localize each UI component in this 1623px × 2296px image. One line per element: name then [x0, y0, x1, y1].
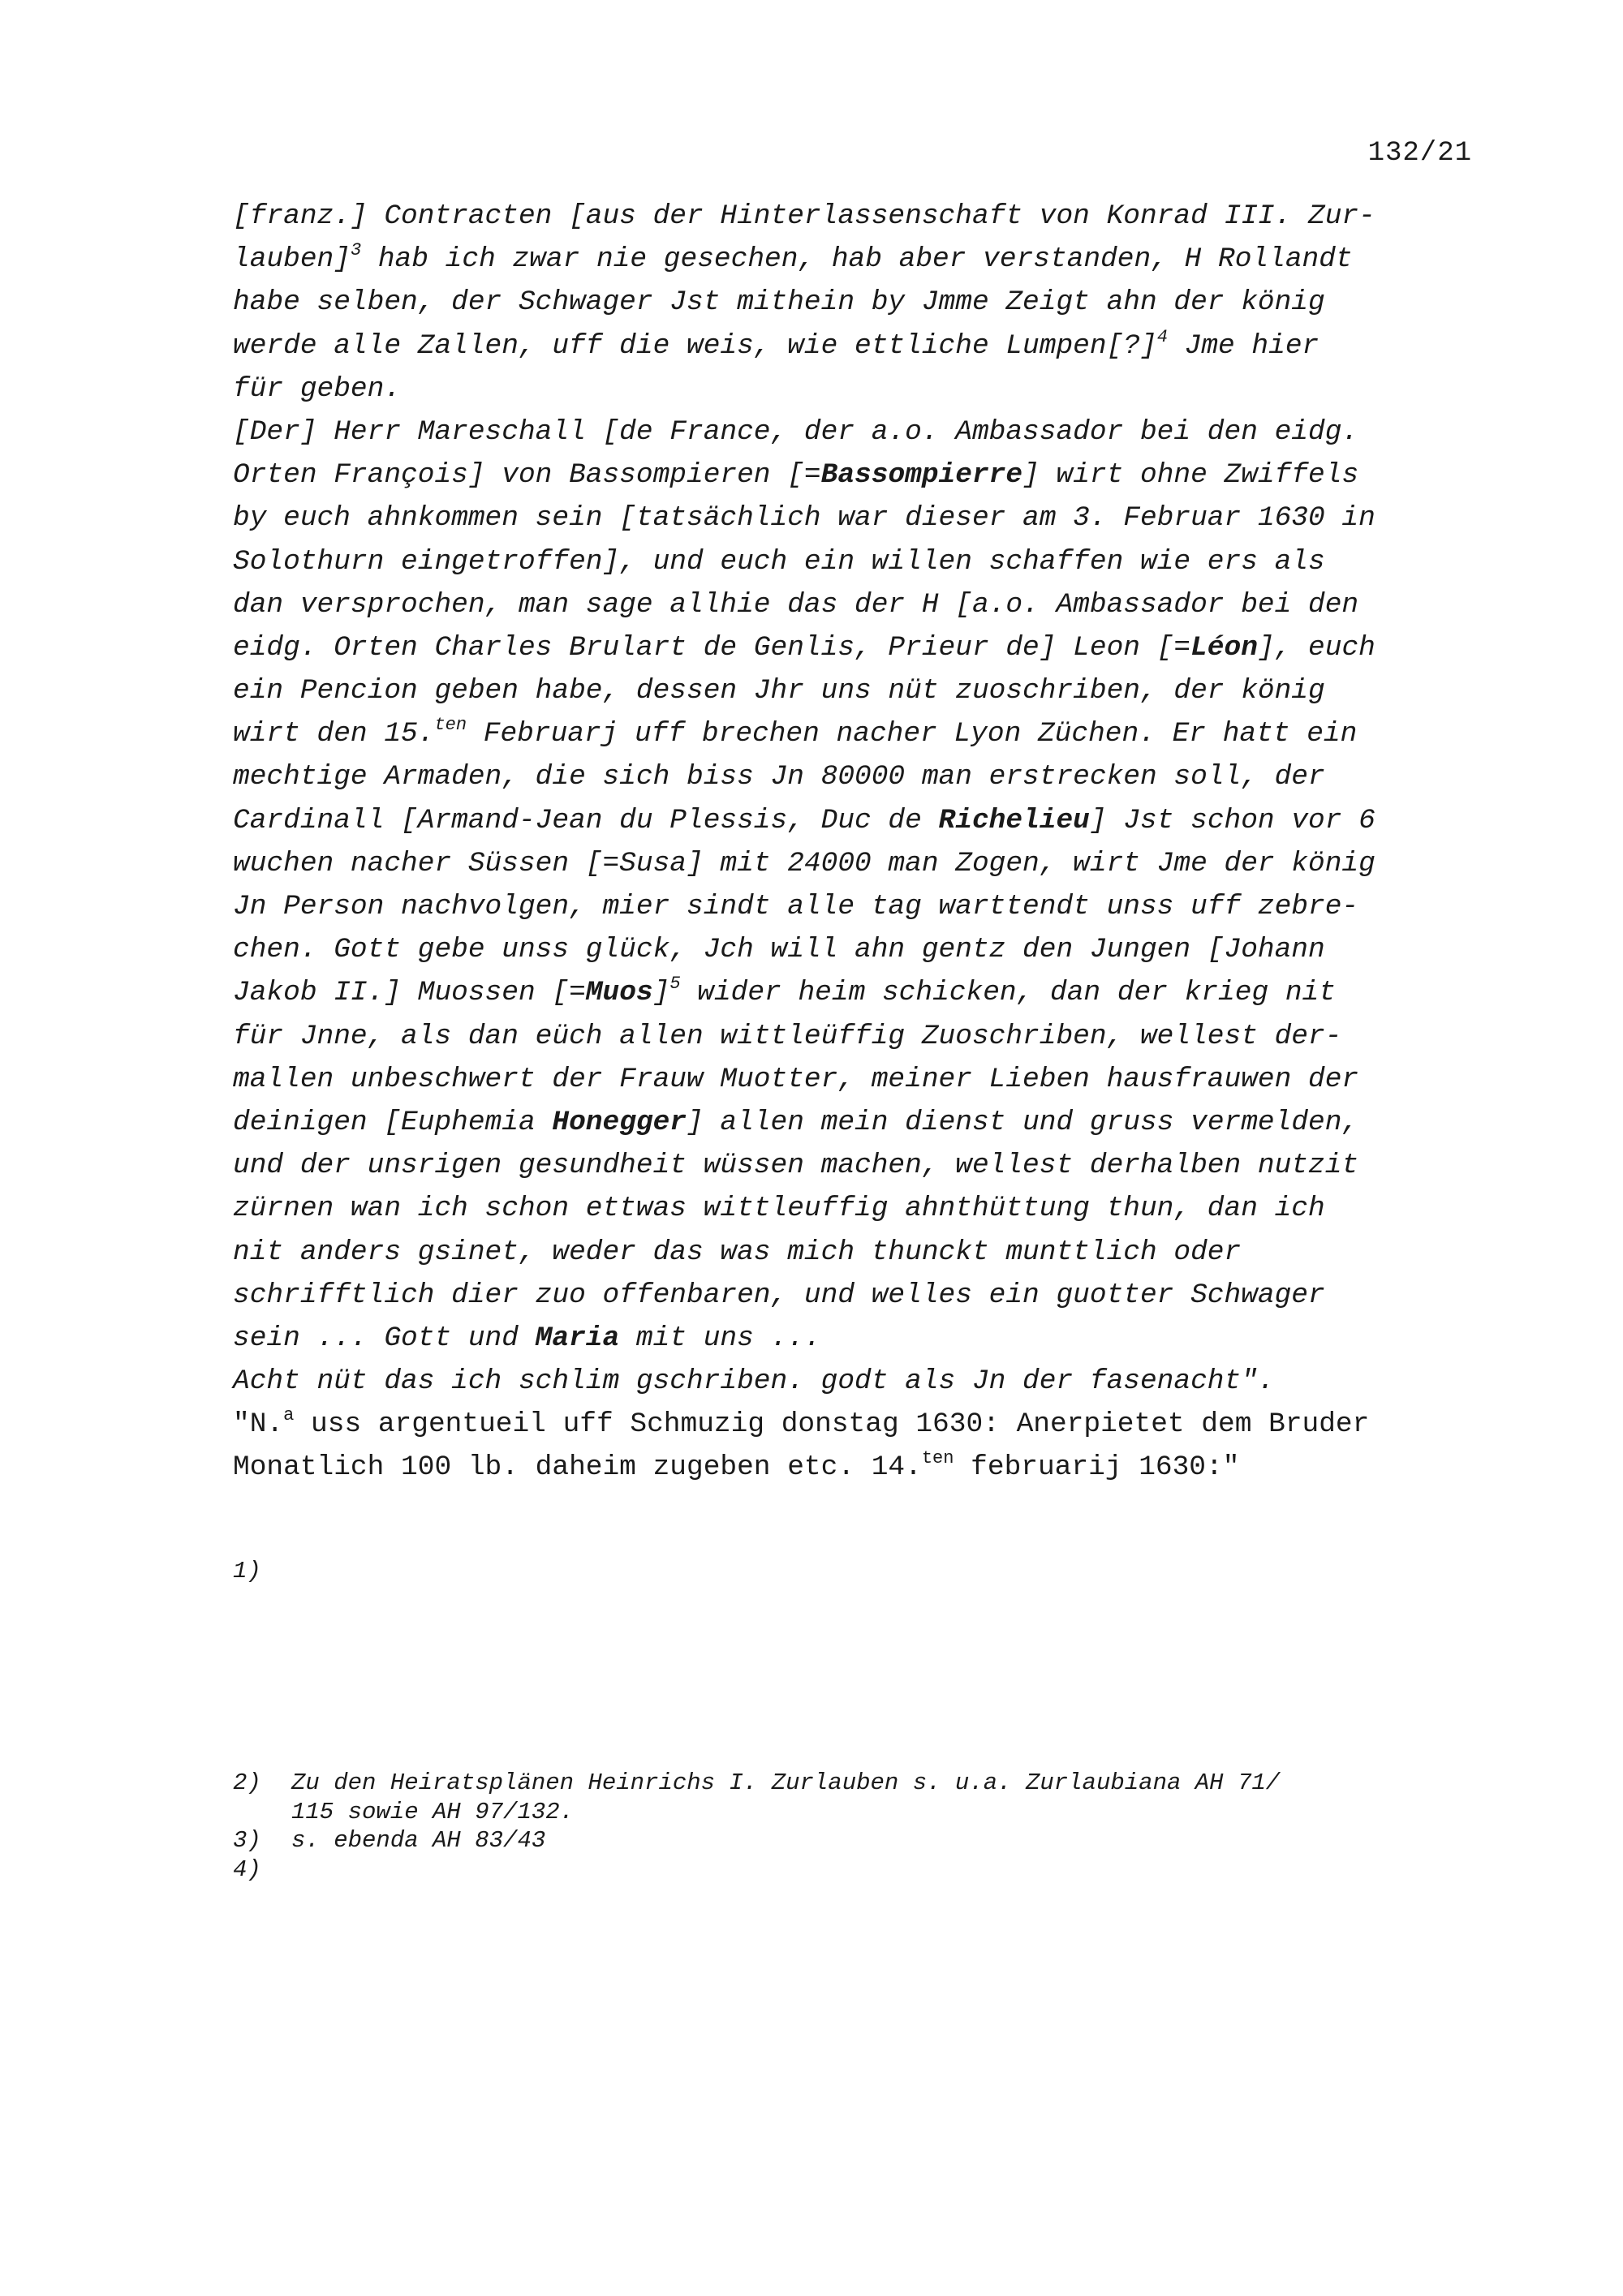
- text-segment: für Jnne, als dan eüch allen wittleüffig Zuoschriben, wellest der-: [233, 1020, 1342, 1052]
- text-line: [233, 1101, 1474, 1144]
- page-number: 132/21: [1367, 138, 1472, 169]
- text-segment: für geben.: [233, 372, 402, 405]
- text-segment: ] wirt ohne Zwiffels: [1022, 459, 1359, 492]
- text-segment: dan versprochen, man sage allhie das der H [a.o. Ambassador bei den: [233, 588, 1359, 621]
- text-line: [233, 583, 1474, 626]
- text-line: [233, 971, 1474, 1014]
- text-line: [233, 1144, 1474, 1187]
- text-segment: by euch ahnkommen sein [tatsächlich war dieser am 3. Februar 1630 in: [233, 502, 1375, 535]
- text-segment: wider heim schicken, dan der krieg nit: [680, 977, 1336, 1009]
- footnote: [233, 1855, 1483, 1885]
- bold-name: Bassompierre: [820, 459, 1023, 492]
- text-segment: mallen unbeschwert der Frauw Muotter, meiner Lieben hausfrauwen der: [233, 1063, 1359, 1095]
- footnote: [233, 1826, 1483, 1855]
- text-segment: ], euch: [1257, 631, 1375, 664]
- text-segment: lauben]: [233, 243, 351, 276]
- text-line: [233, 195, 1474, 238]
- footnotes-block: [233, 1769, 1483, 1884]
- footnote-text: s. ebenda AH 83/43: [291, 1827, 546, 1854]
- text-segment: Cardinall [Armand-Jean du Plessis, Duc de: [233, 804, 939, 836]
- text-line: [233, 1015, 1474, 1058]
- footnote-number: 3): [233, 1827, 261, 1854]
- bold-name: Léon: [1190, 631, 1258, 664]
- text-segment: habe selben, der Schwager Jst mithein by Jmme Zeigt ahn der könig: [233, 286, 1325, 319]
- text-segment: wirt den 15.: [233, 718, 435, 750]
- text-line: [233, 669, 1474, 712]
- text-segment: Jn Person nachvolgen, mier sindt alle tag warttendt unss uff zebre-: [233, 891, 1359, 922]
- text-segment: mit uns ...: [619, 1322, 821, 1354]
- text-line: [233, 842, 1474, 885]
- text-segment: werde alle Zallen, uff die weis, wie ettliche Lumpen[?]: [233, 329, 1157, 362]
- text-segment: ]: [652, 977, 670, 1009]
- text-segment: chen. Gott gebe unss glück, Jch will ahn gentz den Jungen [Johann: [233, 934, 1325, 966]
- text-line: [233, 368, 1474, 411]
- footnote-1-marker: 1): [233, 1558, 261, 1584]
- text-line: [233, 411, 1474, 454]
- text-line: [233, 712, 1474, 755]
- text-line: [233, 497, 1474, 540]
- bold-name: Maria: [535, 1322, 620, 1354]
- text-line: [233, 1446, 1474, 1489]
- text-line: [233, 1231, 1474, 1274]
- text-segment: ] Jst schon vor 6: [1089, 804, 1375, 836]
- superscript: 5: [669, 974, 681, 995]
- text-line: [233, 281, 1474, 324]
- footnote-number: 2): [233, 1769, 261, 1796]
- text-line: [233, 885, 1474, 928]
- text-segment: zürnen wan ich schon ettwas wittleuffig ahnthüttung thun, dan ich: [233, 1193, 1325, 1225]
- text-line: [233, 540, 1474, 583]
- superscript: a: [283, 1405, 295, 1426]
- footnote-text: [291, 1855, 1483, 1885]
- text-segment: mechtige Armaden, die sich biss Jn 80000 man erstrecken soll, der: [233, 761, 1325, 793]
- text-segment: Februarj uff brechen nacher Lyon Züchen. Er hatt ein: [467, 718, 1358, 750]
- text-line: [233, 238, 1474, 281]
- text-line: [233, 1058, 1474, 1101]
- text-line: [233, 325, 1474, 368]
- text-segment: Acht nüt das ich schlim gschriben. godt als Jn der fasenacht".: [233, 1365, 1275, 1398]
- text-segment: deinigen [Euphemia: [233, 1106, 553, 1138]
- text-segment: [franz.] Contracten [aus der Hinterlassenschaft von Konrad III. Zur-: [233, 200, 1375, 232]
- text-segment: hab ich zwar nie gesechen, hab aber verstanden, H Rollandt: [361, 243, 1353, 276]
- text-segment: uss argentueil uff Schmuzig donstag 1630: Anerpietet dem Bruder: [294, 1408, 1370, 1441]
- text-segment: ein Pencion geben habe, dessen Jhr uns nüt zuoschriben, der könig: [233, 675, 1325, 707]
- text-segment: Monatlich 100 lb. daheim zugeben etc. 14.: [233, 1451, 922, 1484]
- superscript: ten: [921, 1448, 954, 1469]
- bold-name: Honegger: [552, 1106, 687, 1138]
- text-segment: "N.: [233, 1408, 284, 1441]
- text-segment: sein ... Gott und: [233, 1322, 536, 1354]
- text-segment: Orten François] von Bassompieren [=: [233, 459, 821, 492]
- text-line: [233, 1360, 1474, 1403]
- text-segment: und der unsrigen gesundheit wüssen machen, wellest derhalben nutzit: [233, 1150, 1359, 1182]
- text-line: [233, 799, 1474, 842]
- text-line: [233, 1274, 1474, 1317]
- text-segment: Solothurn eingetroffen], und euch ein willen schaffen wie ers als: [233, 545, 1325, 578]
- bold-name: Muos: [585, 977, 653, 1009]
- text-segment: Jakob II.] Muossen [=: [233, 977, 586, 1009]
- text-segment: eidg. Orten Charles Brulart de Genlis, Prieur de] Leon [=: [233, 631, 1191, 664]
- text-line: [233, 1403, 1474, 1446]
- letter-body-text: [233, 195, 1474, 1490]
- footnote: [233, 1769, 1483, 1826]
- text-line: [233, 1187, 1474, 1230]
- text-segment: schrifftlich dier zuo offenbaren, und welles ein guotter Schwager: [233, 1279, 1325, 1311]
- text-line: [233, 1317, 1474, 1360]
- text-line: [233, 755, 1474, 798]
- text-segment: ] allen mein dienst und gruss vermelden,: [687, 1106, 1359, 1138]
- superscript: 4: [1156, 326, 1168, 347]
- footnote-number: 4): [233, 1855, 261, 1883]
- bold-name: Richelieu: [938, 804, 1090, 836]
- text-line: [233, 928, 1474, 971]
- text-line: [233, 626, 1474, 669]
- text-segment: februarij 1630:": [954, 1451, 1240, 1484]
- text-line: [233, 454, 1474, 497]
- text-segment: [Der] Herr Mareschall [de France, der a.o. Ambassador bei den eidg.: [233, 415, 1359, 448]
- superscript: ten: [434, 715, 467, 736]
- text-segment: wuchen nacher Süssen [=Susa] mit 24000 man Zogen, wirt Jme der könig: [233, 847, 1375, 879]
- text-segment: nit anders gsinet, weder das was mich thunckt munttlich oder: [233, 1236, 1242, 1268]
- text-segment: Jme hier: [1167, 329, 1319, 362]
- footnote-text: Zu den Heiratsplänen Heinrichs I. Zurlauben s. u.a. Zurlaubiana AH 71/ 115 sowie AH 97/132.: [291, 1769, 1281, 1825]
- superscript: 3: [350, 240, 362, 261]
